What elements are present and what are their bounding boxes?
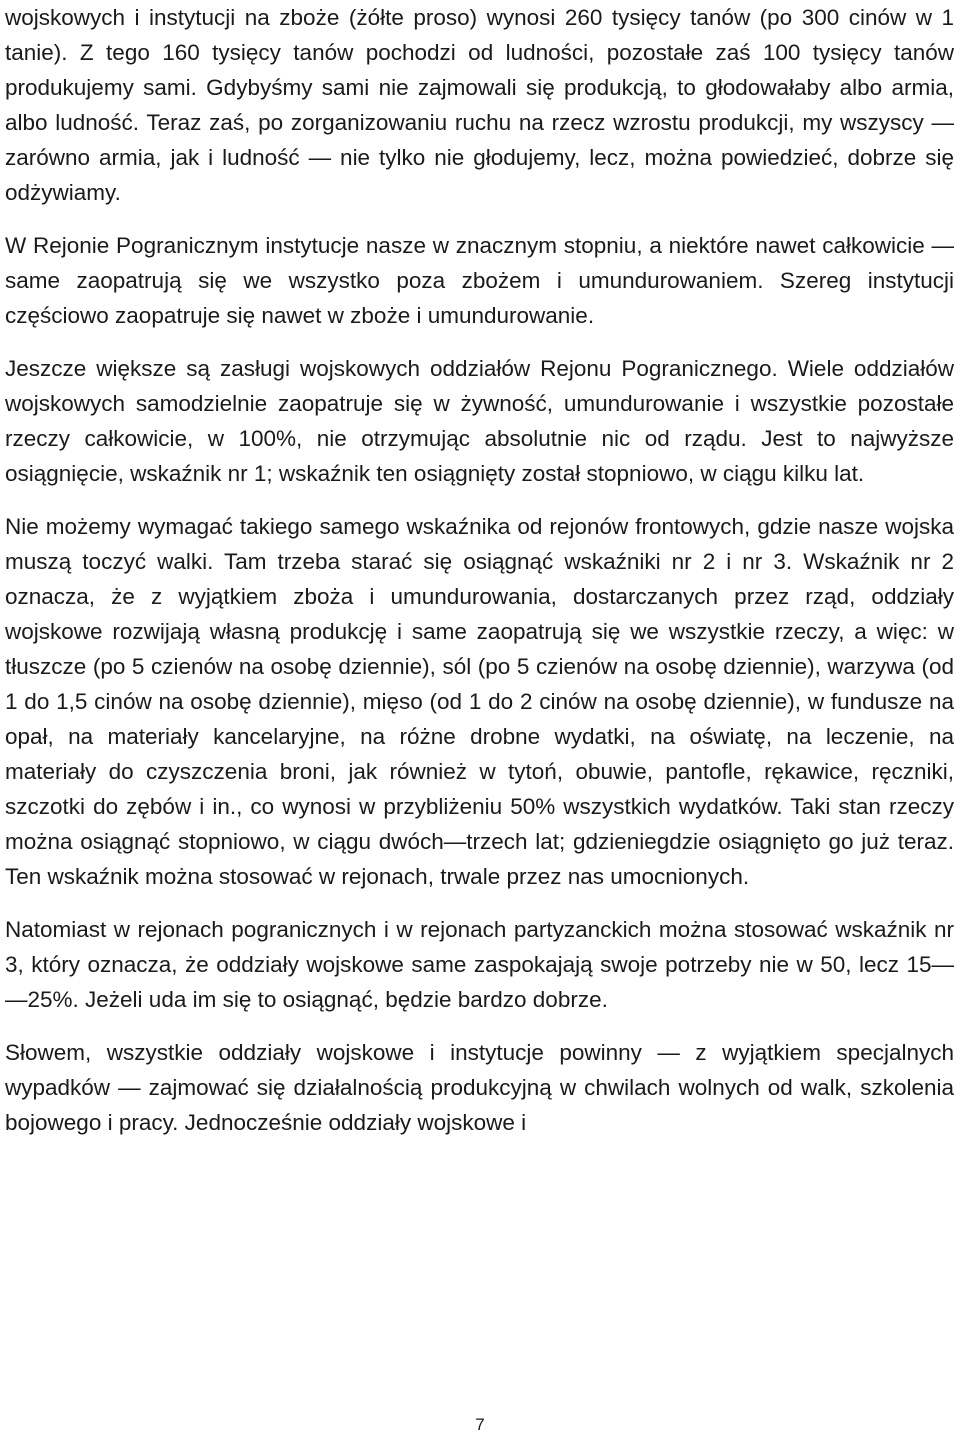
paragraph-gap [5,1017,954,1035]
paragraph-gap [5,491,954,509]
paragraph-1: wojskowych i instytucji na zboże (żółte proso) wynosi 260 tysięcy tanów (po 300 cinów w 1 tanie). Z tego 160 tysięcy tanów pochodzi od ludności, pozostałe zaś 100 tysięcy tanów produkujemy sami. Gdybyśmy sami nie zajmowali się produkcją, to głodowałaby albo armia, albo ludność. Teraz zaś, po zorganizowaniu ruchu na rzecz wzrostu produkcji, my wszyscy — zarówno armia, jak i ludność — nie tylko nie głodujemy, lecz, można powiedzieć, dobrze się odżywiamy. [5,5,954,205]
page-number: 7 [475,1415,485,1434]
paragraph-4: Nie możemy wymagać takiego samego wskaźnika od rejonów frontowych, gdzie nasze wojska muszą toczyć walki. Tam trzeba starać się osiągnąć wskaźniki nr 2 i nr 3. Wskaźnik nr 2 oznacza, że z wyjątkiem zboża i umundurowania, dostarczanych przez rząd, oddziały wojskowe rozwijają własną produkcję i same zaopatrują się we wszystkie rzeczy, a więc: w tłuszcze (po 5 czienów na osobę dziennie), sól (po 5 czienów na osobę dziennie), warzywa (od 1 do 1,5 cinów na osobę dziennie), mięso (od 1 do 2 cinów na osobę dziennie), w fundusze na opał, na materiały kancelaryjne, na różne drobne wydatki, na oświatę, na leczenie, na materiały do czyszczenia broni, jak również w tytoń, obuwie, pantofle, rękawice, ręczniki, szczotki do zębów i in., co wynosi w przybliżeniu 50% wszystkich wydatków. Taki stan rzeczy można osiągnąć stopniowo, w ciągu dwóch—trzech lat; gdzieniegdzie osiągnięto go już teraz. Ten wskaźnik można stosować w rejonach, trwale przez nas umocnionych. [5,514,954,889]
paragraph-3: Jeszcze większe są zasługi wojskowych oddziałów Rejonu Pogranicznego. Wiele oddziałów wojskowych samodzielnie zaopatruje się w żywność, umundurowanie i wszystkie pozostałe rzeczy całkowicie, w 100%, nie otrzymując absolutnie nic od rządu. Jest to najwyższe osiągnięcie, wskaźnik nr 1; wskaźnik ten osiągnięty został stopniowo, w ciągu kilku lat. [5,356,954,486]
paragraph-gap [5,894,954,912]
paragraph-6: Słowem, wszystkie oddziały wojskowe i instytucje powinny — z wyjątkiem specjalnych wypadków — zajmować się działalnością produkcyjną w chwilach wolnych od walk, szkolenia bojowego i pracy. Jednocześnie oddziały wojskowe i [5,1040,954,1135]
paragraph-gap [5,210,954,228]
paragraph-gap [5,333,954,351]
paragraph-5: Natomiast w rejonach pogranicznych i w rejonach partyzanckich można stosować wskaźnik nr 3, który oznacza, że oddziały wojskowe same zaspokajają swoje potrzeby nie w 50, lecz 15— —25%. Jeżeli uda im się to osiągnąć, będzie bardzo dobrze. [5,917,954,1012]
paragraph-2: W Rejonie Pogranicznym instytucje nasze w znacznym stopniu, a niektóre nawet całkowicie — same zaopatrują się we wszystko poza zbożem i umundurowaniem. Szereg instytucji częściowo zaopatruje się nawet w zboże i umundurowanie. [5,233,954,328]
